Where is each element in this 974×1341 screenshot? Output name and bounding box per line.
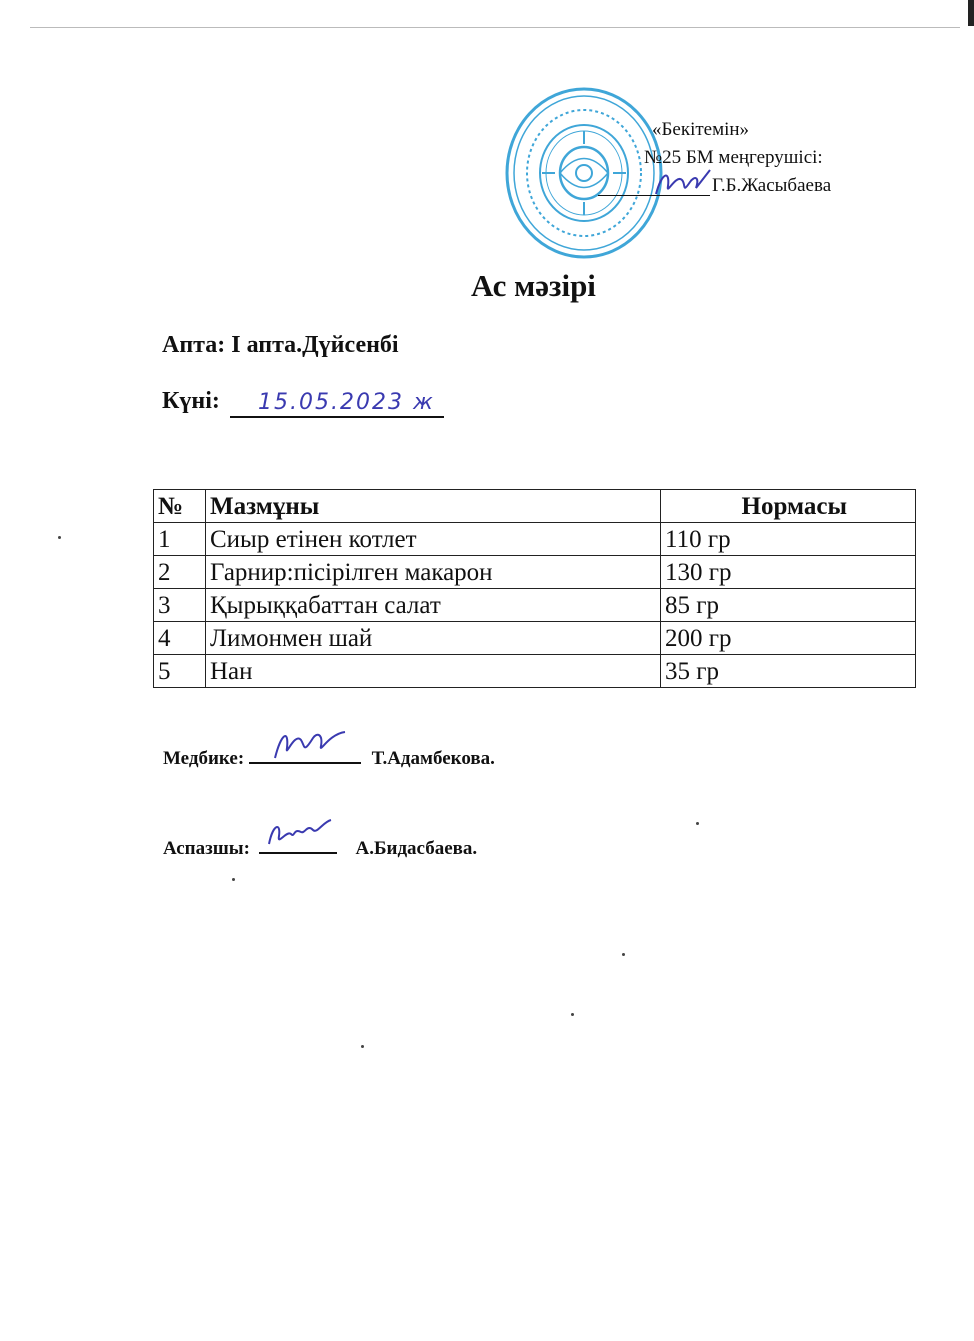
scan-speck bbox=[361, 1045, 364, 1048]
approval-position: №25 БМ меңгерушісі: bbox=[644, 147, 823, 168]
cook-label: Аспазшы: bbox=[163, 838, 250, 859]
scan-speck bbox=[622, 953, 625, 956]
table-row bbox=[154, 523, 916, 556]
menu-table bbox=[153, 489, 916, 688]
nurse-signature-block bbox=[163, 742, 495, 770]
date-underline bbox=[230, 416, 444, 418]
cook-name: А.Бидасбаева. bbox=[355, 838, 478, 859]
date-row bbox=[162, 388, 435, 415]
scan-speck bbox=[571, 1013, 574, 1016]
scan-speck bbox=[58, 536, 61, 539]
header-norm: Нормасы bbox=[661, 490, 916, 523]
header-content: Мазмұны bbox=[206, 490, 661, 523]
nurse-label: Медбике: bbox=[163, 748, 245, 769]
nurse-name: Т.Адамбекова. bbox=[371, 748, 495, 769]
page-title: Ас мәзірі bbox=[471, 268, 596, 303]
date-label: Күні: bbox=[162, 388, 220, 414]
nurse-signature-line bbox=[249, 742, 361, 764]
nurse-signature-icon bbox=[269, 724, 349, 764]
row-norm: 110 гр bbox=[661, 523, 916, 556]
director-name: Г.Б.Жасыбаева bbox=[712, 175, 832, 196]
row-norm: 130 гр bbox=[661, 556, 916, 589]
top-scan-rule bbox=[30, 27, 960, 28]
date-value: 15.05.2023 ж bbox=[258, 390, 435, 415]
table-header-row bbox=[154, 490, 916, 523]
row-number: 3 bbox=[154, 589, 206, 622]
table-row bbox=[154, 556, 916, 589]
row-norm: 85 гр bbox=[661, 589, 916, 622]
row-item: Нан bbox=[206, 655, 661, 688]
scan-speck bbox=[696, 822, 699, 825]
scan-speck bbox=[232, 878, 235, 881]
table-row bbox=[154, 655, 916, 688]
cook-signature-line bbox=[259, 832, 337, 854]
cook-signature-icon bbox=[265, 814, 335, 854]
row-number: 1 bbox=[154, 523, 206, 556]
approval-title: «Бекітемін» bbox=[652, 119, 750, 140]
row-item: Гарнир:пісірілген макарон bbox=[206, 556, 661, 589]
table-row bbox=[154, 589, 916, 622]
row-number: 5 bbox=[154, 655, 206, 688]
row-item: Сиыр етінен котлет bbox=[206, 523, 661, 556]
scan-corner-mark bbox=[968, 0, 974, 26]
cook-signature-block bbox=[163, 832, 477, 860]
row-number: 4 bbox=[154, 622, 206, 655]
row-item: Лимонмен шай bbox=[206, 622, 661, 655]
row-norm: 200 гр bbox=[661, 622, 916, 655]
week-label: Апта: I апта.Дүйсенбі bbox=[162, 332, 399, 358]
table-row bbox=[154, 622, 916, 655]
row-item: Қырыққабаттан салат bbox=[206, 589, 661, 622]
row-norm: 35 гр bbox=[661, 655, 916, 688]
row-number: 2 bbox=[154, 556, 206, 589]
header-number: № bbox=[154, 490, 206, 523]
